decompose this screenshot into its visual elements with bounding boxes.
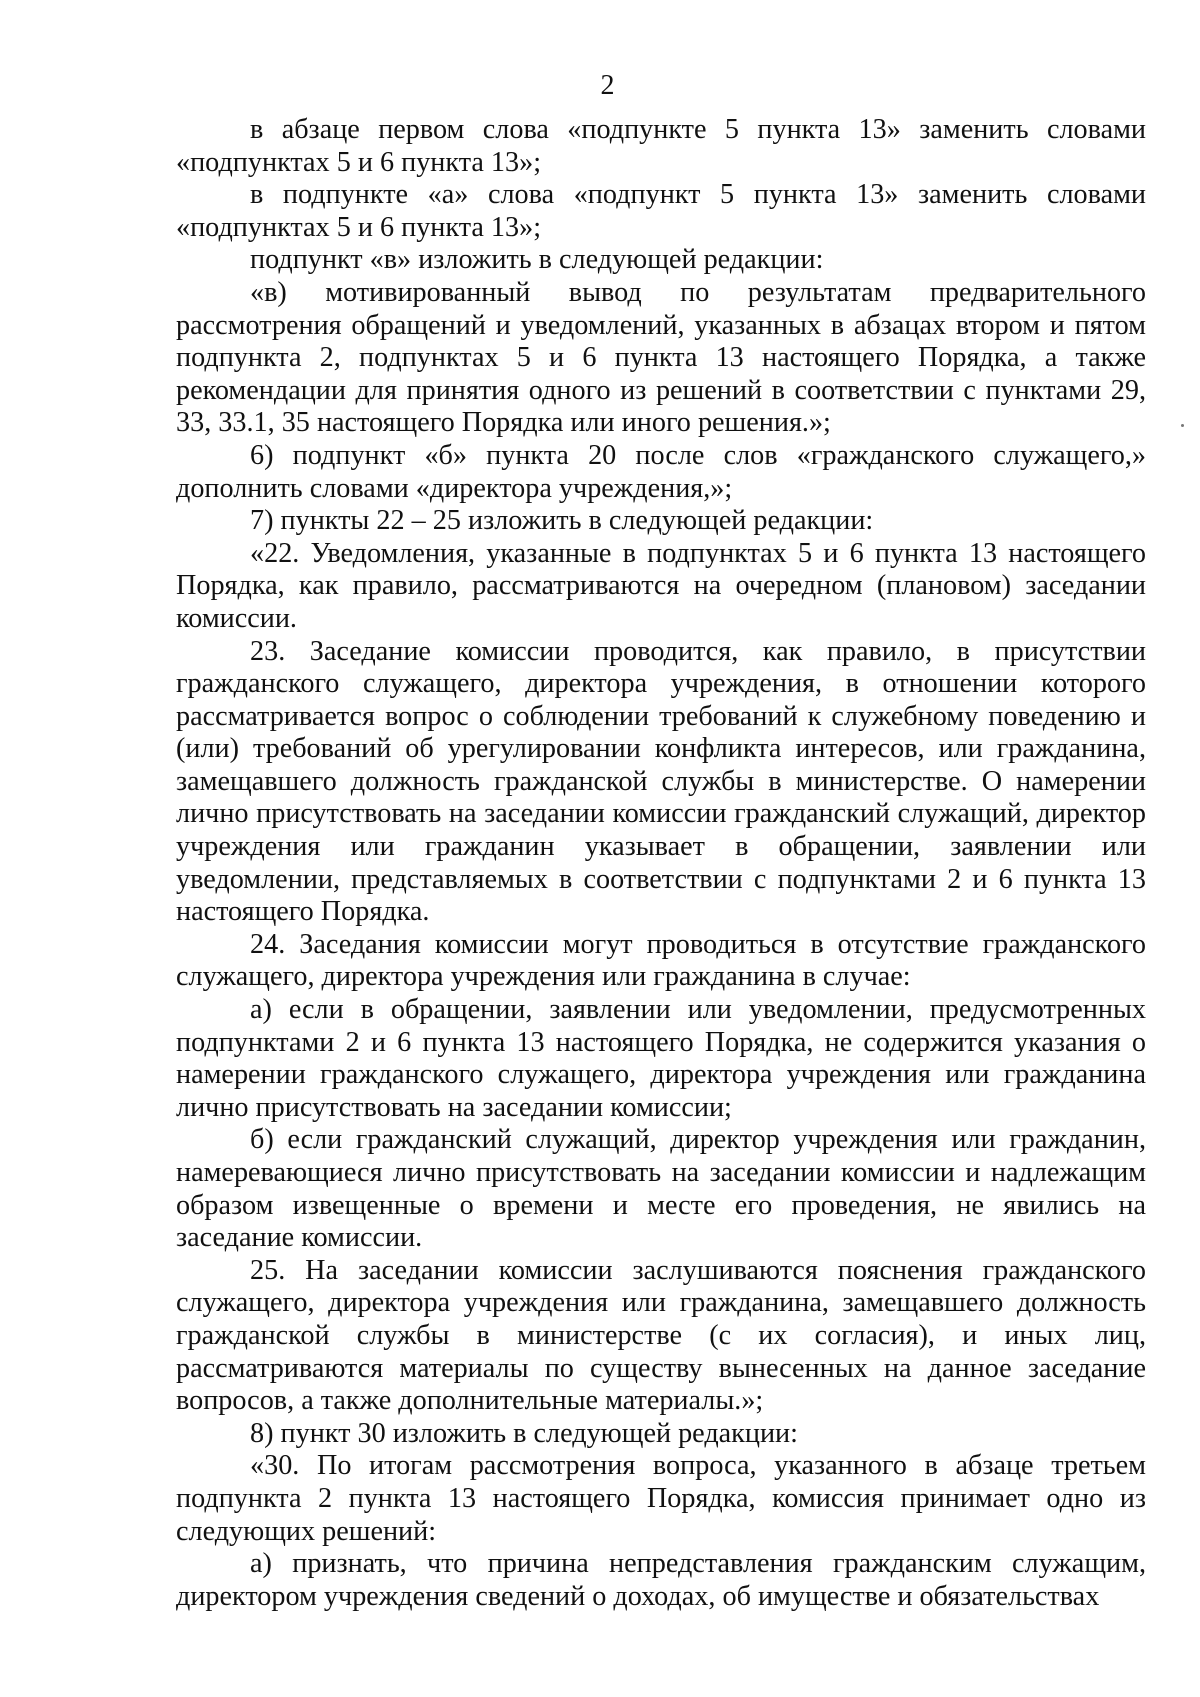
- paragraph: «30. По итогам рассмотрения вопроса, указанного в абзаце третьем подпункта 2 пункта 13 настоящего Порядка, комиссия принимает одно из следующих решений:: [176, 1450, 1146, 1547]
- paragraph: 24. Заседания комиссии могут проводиться в отсутствие гражданского служащего, директора учреждения или гражданина в случае:: [176, 928, 1146, 993]
- paragraph: б) если гражданский служащий, директор учреждения или гражданин, намеревающиеся лично присутствовать на заседании комиссии и надлежащим образом извещенные о времени и месте его проведения, не явились на заседание комиссии.: [176, 1124, 1146, 1254]
- paragraph: 25. На заседании комиссии заслушиваются пояснения гражданского служащего, директора учреждения или гражданина, замещавшего должность гражданской службы в министерстве (с их согласия), и иных лиц, рассматриваются материалы по существу вынесенных на данное заседание вопросов, а также дополнительные материалы.»;: [176, 1254, 1146, 1417]
- page-number: 2: [600, 70, 615, 101]
- paragraph: а) признать, что причина непредставления гражданским служащим, директором учреждения сведений о доходах, об имуществе и обязательствах: [176, 1548, 1146, 1612]
- paragraph: 23. Заседание комиссии проводится, как правило, в присутствии гражданского служащего, директора учреждения, в отношении которого рассматривается вопрос о соблюдении требований к служебному поведению и (или) требований об урегулировании конфликта интересов, или гражданина, замещавшего должность гражданской службы в министерстве. О намерении лично присутствовать на заседании комиссии гражданский служащий, директор учреждения или гражданин указывает в обращении, заявлении или уведомлении, представляемых в соответствии с подпунктами 2 и 6 пункта 13 настоящего Порядка.: [176, 635, 1146, 928]
- paragraph: 8) пункт 30 изложить в следующей редакции:: [250, 1417, 798, 1449]
- paragraph: 6) подпункт «б» пункта 20 после слов «гражданского служащего,» дополнить словами «директора учреждения,»;: [176, 439, 1146, 504]
- paragraph: а) если в обращении, заявлении или уведомлении, предусмотренных подпунктами 2 и 6 пункта 13 настоящего Порядка, не содержится указания о намерении гражданского служащего, директора учреждения или гражданина лично присутствовать на заседании комиссии;: [176, 994, 1146, 1123]
- paragraph: 7) пункты 22 – 25 изложить в следующей редакции:: [250, 505, 874, 537]
- paragraph: «в) мотивированный вывод по результатам предварительного рассмотрения обращений и уведомлений, указанных в абзацах втором и пятом подпункта 2, подпунктах 5 и 6 пункта 13 настоящего Порядка, а также рекомендации для принятия одного из решений в соответствии с пунктами 29, 33, 33.1, 35 настоящего Порядка или иного решения.»;: [176, 276, 1146, 439]
- paragraph: подпункт «в» изложить в следующей редакции:: [250, 244, 824, 276]
- paragraph: в абзаце первом слова «подпункте 5 пункта 13» заменить словами «подпунктах 5 и 6 пункта 13»;: [176, 114, 1146, 178]
- document-body: [176, 114, 1146, 1613]
- paragraph: в подпункте «а» слова «подпункт 5 пункта 13» заменить словами «подпунктах 5 и 6 пункта 13»;: [176, 179, 1146, 243]
- paragraph: «22. Уведомления, указанные в подпунктах 5 и 6 пункта 13 настоящего Порядка, как правило, рассматриваются на очередном (плановом) заседании комиссии.: [176, 537, 1146, 634]
- scan-speck: [1181, 424, 1184, 427]
